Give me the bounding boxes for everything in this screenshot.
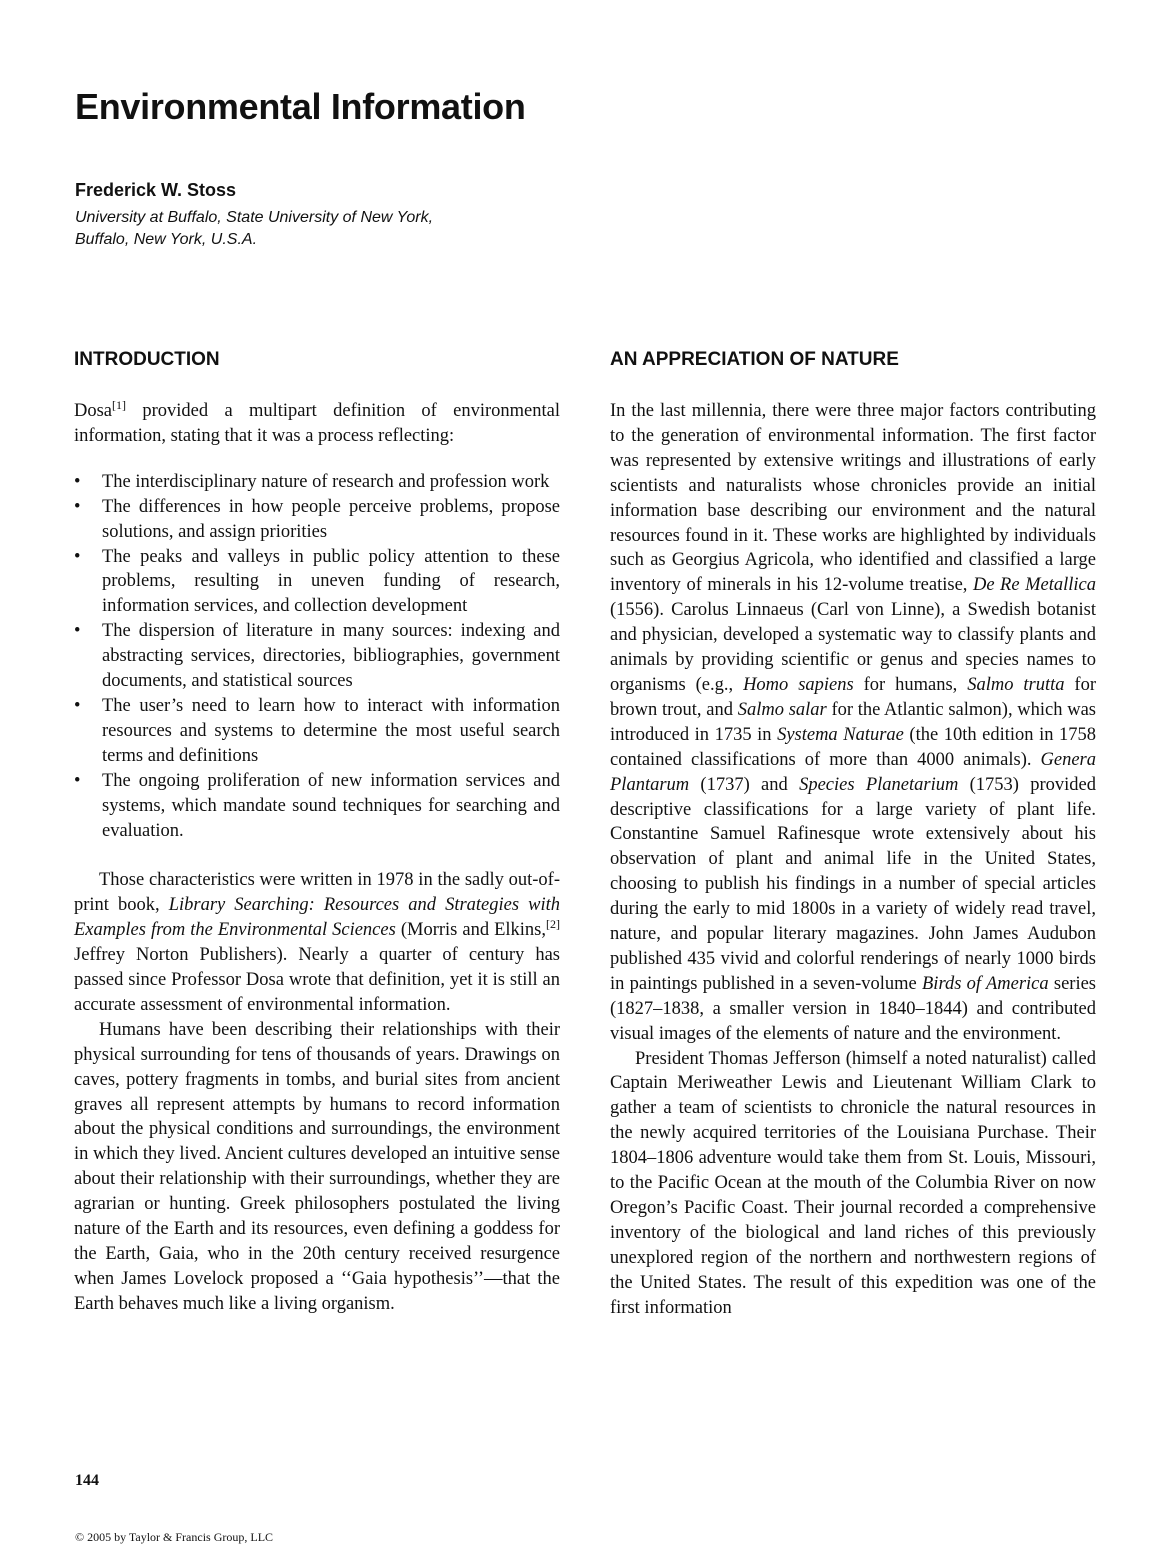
text-run: Those characteristics were written in 1978 in the sadly out-of-print book,	[74, 870, 560, 916]
list-item: • The dispersion of literature in many sources: indexing and abstracting services, directories, bibliographies, government documents, and statistical sources	[74, 619, 560, 694]
italic-title: Systema Naturae	[777, 724, 904, 745]
body-paragraph	[610, 399, 1096, 1047]
text-run: (1753) provided descriptive classifications for a large variety of plant life. Constantine Samuel Rafinesque wrote extensively about his observation of plant and animal life in the United States, choosing to publish his findings in a number of special articles during the early to mid 1800s in a variety of widely read travel, nature, and popular literary magazines. John James Audubon published 435 vivid and colorful renderings of nearly 1000 birds in paintings published in a seven-volume	[610, 774, 1096, 994]
text-run: Dosa	[74, 401, 113, 421]
text-run: In the last millennia, there were three major factors contributing to the generation of environmental information. The first factor was represented by extensive writings and illustrations of early scientists and naturalists whose chronicles provide an initial information base describing our environment and the natural resources found in it. These works are highlighted by individuals such as Georgius Agricola, who identified and classified a large inventory of minerals in his 12-volume treatise,	[610, 401, 1096, 596]
italic-title: Genera Plantarum	[610, 749, 1096, 795]
affiliation-line: Buffalo, New York, U.S.A.	[75, 231, 258, 248]
intro-paragraph	[74, 399, 560, 449]
italic-title: Birds of America	[922, 973, 1049, 994]
left-column	[74, 348, 560, 1317]
text-run: for the Atlantic salmon), which was introduced in 1735 in	[610, 699, 1096, 745]
italic-title: De Re Metallica	[972, 575, 1097, 596]
section-heading-introduction: INTRODUCTION	[74, 349, 220, 370]
species-name: Salmo trutta	[967, 674, 1065, 695]
italic-title: Species Planetarium	[799, 774, 959, 795]
species-name: Salmo salar	[737, 699, 827, 720]
species-name: Homo sapiens	[743, 674, 854, 695]
body-paragraph: President Thomas Jefferson (himself a noted naturalist) called Captain Meriweather Lewis and Lieutenant William Clark to gather a team of scientists to chronicle the natural resources in the newly acquired territories of the Louisiana Purchase. Their 1804–1806 adventure would take them from St. Louis, Missouri, to the Pacific Ocean at the mouth of the Columbia River on now Oregon’s Pacific Coast. Their journal recorded a comprehensive inventory of the biological and land riches of this previously unexplored region of the northern and northwestern regions of the United States. The result of this expedition was one of the first information	[610, 1048, 1096, 1318]
body-paragraph	[74, 868, 560, 1017]
text-run: provided a multipart definition of environmental information, stating that it was a process reflecting:	[74, 401, 560, 446]
text-run: (1737) and	[689, 774, 800, 795]
copyright-notice: © 2005 by Taylor & Francis Group, LLC	[75, 1530, 274, 1544]
text-run: Jeffrey Norton Publishers). Nearly a quarter of century has passed since Professor Dosa wrote that definition, yet it is still an accurate assessment of environmental information.	[74, 945, 560, 1015]
page-title: Environmental Information	[75, 86, 526, 127]
affiliation-line: University at Buffalo, State University of New York,	[75, 209, 434, 226]
author-affiliation	[75, 207, 433, 251]
citation-ref: [2]	[546, 917, 560, 932]
right-column	[610, 348, 1096, 1321]
body-paragraph: Humans have been describing their relationships with their physical surrounding for tens of thousands of years. Drawings on caves, pottery fragments in tombs, and burial sites from ancient graves all represent attempts by humans to record information about the physical conditions and surroundings, the environment in which they lived. Ancient cultures developed an intuitive sense about their relationship with their surroundings, whether they are agrarian or hunting. Greek philosophers postulated the living nature of the Earth and its resources, even defining a goddess for the Earth, Gaia, who in the 20th century received resurgence when James Lovelock proposed a ‘‘Gaia hypothesis’’—that the Earth behaves much like a living organism.	[74, 1019, 561, 1314]
list-item: • The peaks and valleys in public policy attention to these problems, resulting in uneven funding of research, information services, and collection development	[74, 545, 560, 620]
text-run: for brown trout, and	[610, 674, 1097, 720]
page-number: 144	[75, 1472, 99, 1489]
list-item: • The ongoing proliferation of new information services and systems, which mandate sound techniques for searching and evaluation.	[74, 769, 560, 844]
list-item: • The interdisciplinary nature of research and profession work	[74, 470, 560, 495]
definition-list	[74, 470, 560, 844]
text-run: series (1827–1838, a smaller version in 1840–1844) and contributed visual images of the elements of nature and the environment.	[610, 973, 1096, 1044]
text-run: (Morris and Elkins,	[395, 920, 546, 941]
text-run: (1556). Carolus Linnaeus (Carl von Linne), a Swedish botanist and physician, developed a systematic way to classify plants and animals by providing scientific or genus and species names to organisms (e.g.,	[610, 600, 1096, 695]
citation-ref: [1]	[112, 398, 127, 412]
list-item: • The user’s need to learn how to interact with information resources and systems to determine the most useful search terms and definitions	[74, 694, 560, 769]
text-run: (the 10th edition in 1758 contained classifications of more than 4000 animals).	[610, 724, 1096, 770]
text-run: for humans,	[853, 674, 968, 695]
section-heading-appreciation-of-nature: AN APPRECIATION OF NATURE	[610, 349, 899, 370]
author-name: Frederick W. Stoss	[75, 180, 237, 200]
book-title: Library Searching: Resources and Strategies with Examples from the Environmental Sciences	[74, 895, 560, 941]
list-item: • The differences in how people perceive problems, propose solutions, and assign priorities	[74, 495, 560, 545]
